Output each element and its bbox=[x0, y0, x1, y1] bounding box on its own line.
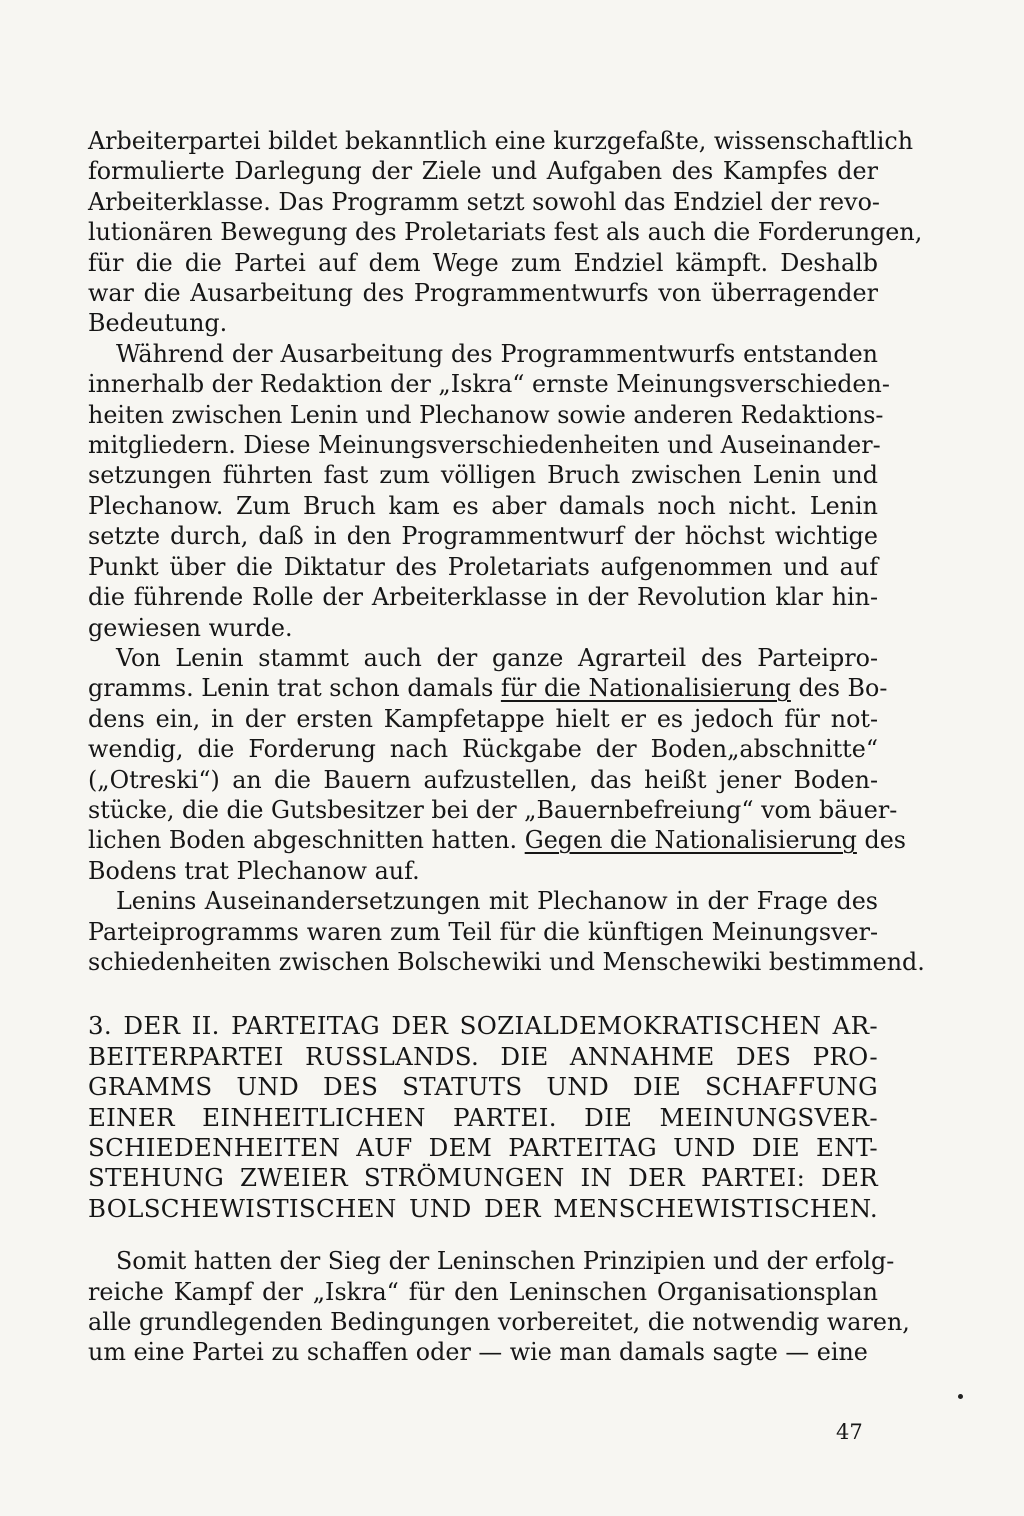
text-line: dens ein, in der ersten Kampfetappe hielt er es jedoch für not- bbox=[88, 704, 878, 733]
page-number: 47 bbox=[836, 1420, 863, 1444]
text-line: lutionären Bewegung des Proletariats fest als auch die Forderungen, bbox=[88, 218, 923, 247]
text-line: gewiesen wurde. bbox=[88, 613, 293, 642]
text-line: Parteiprogramms waren zum Teil für die künftigen Meinungsver- bbox=[88, 917, 878, 946]
text-line: reiche Kampf der „Iskra“ für den Leninschen Organisationsplan bbox=[88, 1277, 878, 1306]
text-line: Arbeiterklasse. Das Programm setzt sowohl das Endziel der revo- bbox=[88, 187, 880, 216]
section-heading bbox=[88, 1011, 878, 1224]
text-line: gramms. Lenin trat schon damals für die Nationalisierung des Bo- bbox=[88, 674, 888, 703]
book-page bbox=[88, 126, 925, 1368]
text-line: wendig, die Forderung nach Rückgabe der Boden„abschnitte“ bbox=[88, 735, 878, 764]
text-line: BOLSCHEWISTISCHEN UND DER MENSCHEWISTISCHEN. bbox=[88, 1193, 878, 1223]
text-line: setzungen führten fast zum völligen Bruch zwischen Lenin und bbox=[88, 461, 878, 490]
text-line: die führende Rolle der Arbeiterklasse in der Revolution klar hin- bbox=[88, 583, 878, 612]
text-line: für die die Partei auf dem Wege zum Endziel kämpft. Deshalb bbox=[88, 248, 878, 277]
text-line: lichen Boden abgeschnitten hatten. Gegen die Nationalisierung des bbox=[88, 826, 906, 855]
paragraph-program-intro bbox=[88, 126, 923, 339]
text-line: BEITERPARTEI RUSSLANDS. DIE ANNAHME DES PRO- bbox=[88, 1041, 878, 1071]
paragraph-closing bbox=[88, 1246, 910, 1368]
text-line: Während der Ausarbeitung des Programmentwurfs entstanden bbox=[116, 339, 878, 368]
text-line: alle grundlegenden Bedingungen vorbereitet, die notwendig waren, bbox=[88, 1308, 910, 1337]
text-line: EINER EINHEITLICHEN PARTEI. DIE MEINUNGSVER- bbox=[88, 1102, 878, 1132]
print-speck bbox=[958, 1394, 963, 1399]
text-line: SCHIEDENHEITEN AUF DEM PARTEITAG UND DIE ENT- bbox=[88, 1133, 878, 1162]
paragraph-editorial-disagreements bbox=[88, 339, 890, 643]
text-line: („Otreski“) an die Bauern aufzustellen, das heißt jener Boden- bbox=[88, 765, 878, 794]
text-line: um eine Partei zu schaffen oder — wie man damals sagte — eine bbox=[88, 1338, 868, 1367]
text-line: Bodens trat Plechanow auf. bbox=[88, 856, 420, 885]
underlined-phrase: Gegen die Nationalisierung bbox=[524, 826, 857, 855]
text-line: GRAMMS UND DES STATUTS UND DIE SCHAFFUNG bbox=[88, 1072, 878, 1102]
text-line: heiten zwischen Lenin und Plechanow sowie anderen Redaktions- bbox=[88, 400, 884, 429]
text-line: Plechanow. Zum Bruch kam es aber damals noch nicht. Lenin bbox=[88, 491, 878, 520]
text-line: war die Ausarbeitung des Programmentwurfs von überragender bbox=[88, 279, 878, 308]
text-line: Arbeiterpartei bildet bekanntlich eine kurzgefaßte, wissenschaftlich bbox=[88, 127, 914, 155]
text-line: Von Lenin stammt auch der ganze Agrarteil des Parteipro- bbox=[116, 643, 878, 672]
text-line: setzte durch, daß in den Programmentwurf der höchst wichtige bbox=[88, 522, 878, 551]
paragraph-agrarian-program bbox=[88, 643, 906, 886]
text-line: STEHUNG ZWEIER STRÖMUNGEN IN DER PARTEI: DER bbox=[88, 1163, 878, 1193]
text-line: Lenins Auseinandersetzungen mit Plechanow in der Frage des bbox=[116, 887, 878, 916]
text-line: mitgliedern. Diese Meinungsverschiedenheiten und Auseinander- bbox=[88, 431, 881, 460]
text-line: 3. DER II. PARTEITAG DER SOZIALDEMOKRATISCHEN AR- bbox=[88, 1011, 878, 1041]
text-line: formulierte Darlegung der Ziele und Aufgaben des Kampfes der bbox=[88, 157, 878, 186]
paragraph-consequences bbox=[88, 886, 925, 977]
text-line: Punkt über die Diktatur des Proletariats aufgenommen und auf bbox=[88, 552, 878, 581]
underlined-phrase: für die Nationalisierung bbox=[500, 674, 791, 703]
text-line: schiedenheiten zwischen Bolschewiki und Menschewiki bestimmend. bbox=[88, 947, 925, 976]
text-line: innerhalb der Redaktion der „Iskra“ ernste Meinungsverschieden- bbox=[88, 370, 890, 399]
text-line: Somit hatten der Sieg der Leninschen Prinzipien und der erfolg- bbox=[116, 1247, 895, 1276]
text-line: Bedeutung. bbox=[88, 309, 228, 338]
text-line: stücke, die die Gutsbesitzer bei der „Bauernbefreiung“ vom bäuer- bbox=[88, 795, 898, 824]
